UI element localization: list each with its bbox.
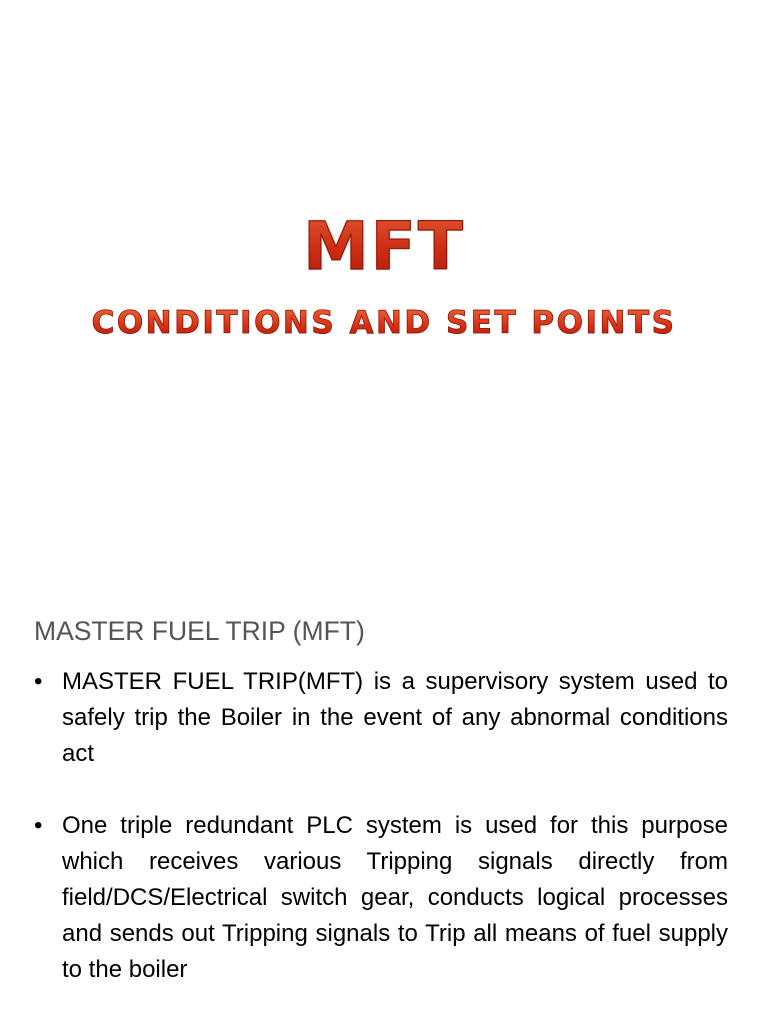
bullet-list [34, 664, 728, 1024]
content-slide [0, 576, 768, 1024]
bullet-item [34, 808, 728, 988]
slide-title: MFT [0, 208, 768, 285]
bullet-marker: • [34, 668, 43, 695]
bullet-text: One triple redundant PLC system is used for this purpose which receives various Tripping signals directly from field/DCS/Electrical switch gear, conducts logical processes and sends out Tripping signals to Trip all means of fuel supply to the boiler [62, 812, 728, 983]
bullet-text: MASTER FUEL TRIP(MFT) is a supervisory system used to safely trip the Boiler in the event of any abnormal conditions act [62, 668, 728, 767]
slide-subtitle: CONDITIONS AND SET POINTS [0, 305, 768, 341]
bullet-item [34, 664, 728, 772]
content-heading: MASTER FUEL TRIP (MFT) [34, 616, 365, 646]
bullet-marker: • [34, 812, 43, 839]
